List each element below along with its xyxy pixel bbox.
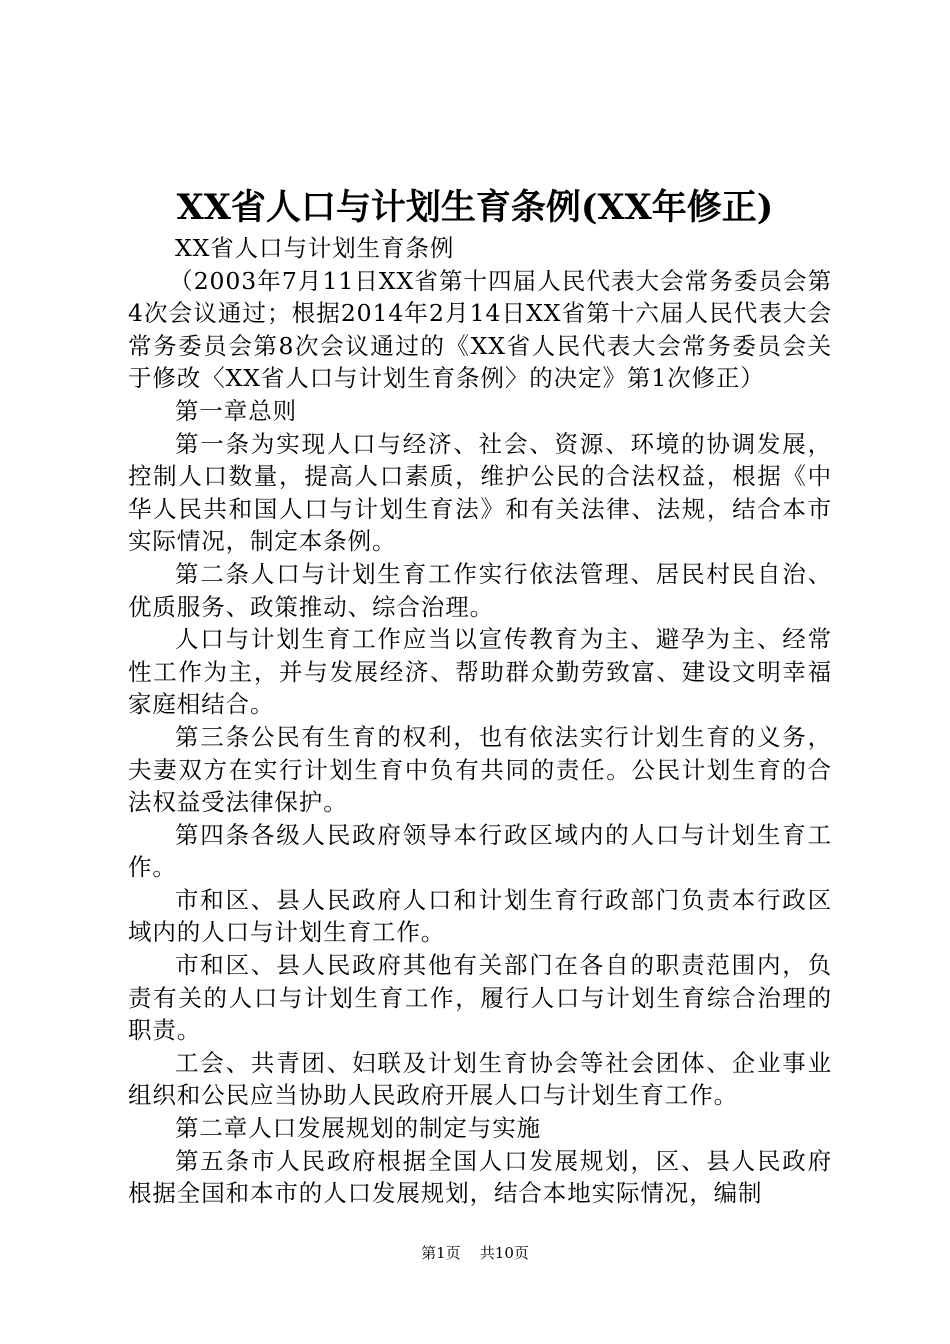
paragraph-revision-note: （2003年7月11日XX省第十四届人民代表大会常务委员会第4次会议通过；根据2014年2月14日XX省第十六届人民代表大会常务委员会第8次会议通过的《XX省人民代表大会常务委员会关于修改〈XX省人口与计划生育条例〉的决定》第1次修正） [128,266,832,393]
page-separator [465,1243,475,1263]
article-1: 第一条为实现人口与经济、社会、资源、环境的协调发展，控制人口数量，提高人口素质，维护公民的合法权益，根据《中华人民共和国人口与计划生育法》和有关法律、法规，结合本市实际情况，制定本条例。 [128,429,832,556]
document-title: XX省人口与计划生育条例(XX年修正) [176,187,774,228]
page-footer [0,1243,950,1263]
page-total: 共10页 [479,1244,529,1262]
article-3: 第三条公民有生育的权利，也有依法实行计划生育的义务，夫妻双方在实行计划生育中负有共同的责任。公民计划生育的合法权益受法律保护。 [128,722,832,817]
article-2-paragraph-2: 人口与计划生育工作应当以宣传教育为主、避孕为主、经常性工作为主，并与发展经济、帮助群众勤劳致富、建设文明幸福家庭相结合。 [128,625,832,719]
chapter-heading-2: 第二章人口发展规划的制定与实施 [175,1114,541,1143]
paragraph-subtitle: XX省人口与计划生育条例 [175,234,455,262]
article-4-paragraph-4: 工会、共青团、妇联及计划生育协会等社会团体、企业事业组织和公民应当协助人民政府开展人口与计划生育工作。 [128,1048,832,1110]
article-4-paragraph-2: 市和区、县人民政府人口和计划生育行政部门负责本行政区域内的人口与计划生育工作。 [128,885,832,947]
document-body [128,232,832,1210]
page-number: 第1页 [421,1244,461,1262]
article-2: 第二条人口与计划生育工作实行依法管理、居民村民自治、优质服务、政策推动、综合治理。 [128,559,832,621]
article-4: 第四条各级人民政府领导本行政区域内的人口与计划生育工作。 [128,820,832,882]
article-4-paragraph-3: 市和区、县人民政府其他有关部门在各自的职责范围内，负责有关的人口与计划生育工作，履行人口与计划生育综合治理的职责。 [128,951,832,1045]
article-5: 第五条市人民政府根据全国人口发展规划，区、县人民政府根据全国和本市的人口发展规划，结合本地实际情况，编制 [128,1146,832,1208]
chapter-heading-1: 第一章总则 [175,396,297,425]
